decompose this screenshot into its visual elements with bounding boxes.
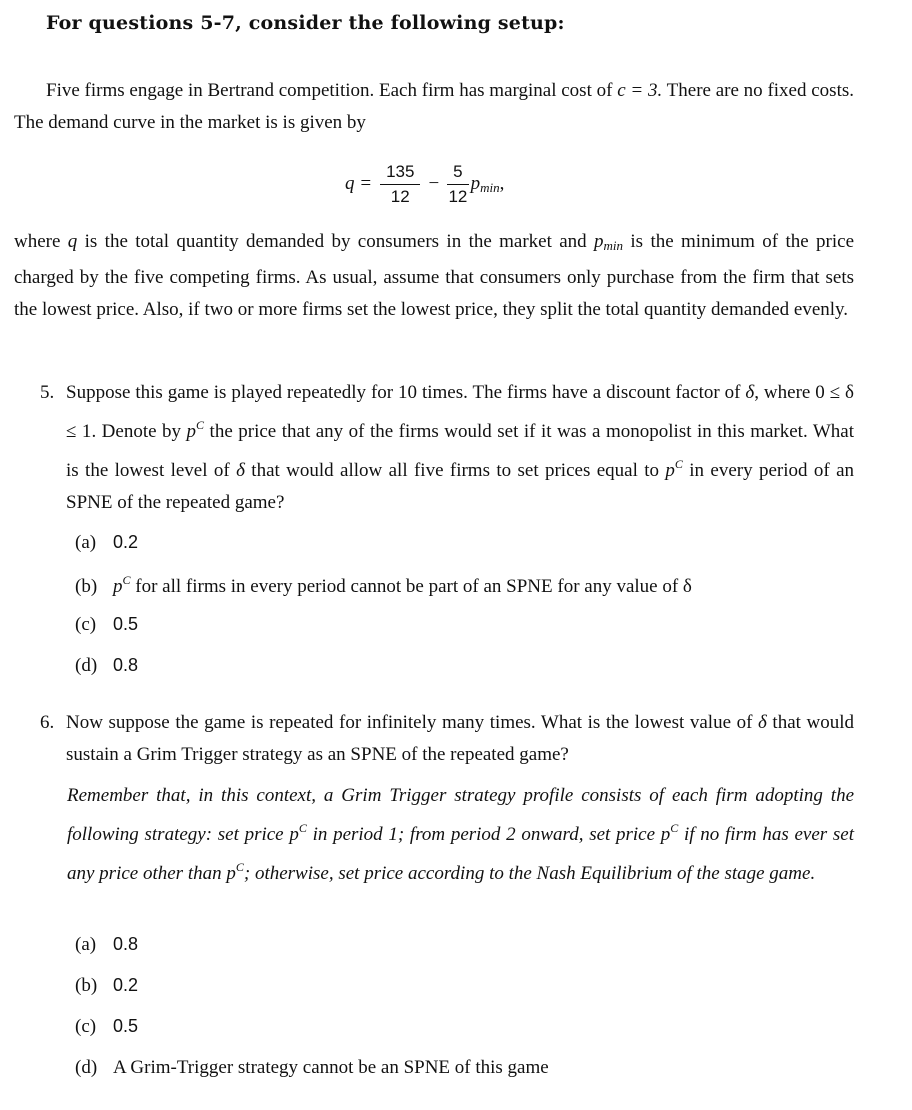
option-label: (c) <box>75 614 97 635</box>
setup-text-b: There are no fixed costs. The demand curve in the market is is given by <box>14 80 854 133</box>
option-value: 0.8 <box>113 934 139 954</box>
option-label: (b) <box>75 975 98 996</box>
q5-text: . Denote by <box>91 421 187 442</box>
para2-text: is the total quantity demanded by consumers in the market and <box>77 231 595 252</box>
fraction-135-12 <box>380 162 420 207</box>
option-label: (a) <box>75 532 97 553</box>
option-value: 0.8 <box>113 655 139 675</box>
q5-option-b[interactable] <box>75 573 692 598</box>
note-text: if no firm has ever set any price other than <box>67 824 854 884</box>
q5-option-d[interactable] <box>75 655 138 677</box>
q6-option-b[interactable] <box>75 975 138 997</box>
pc-symbol: p <box>289 824 299 845</box>
option-value: 0.2 <box>113 975 139 995</box>
formula-minus: − <box>428 173 440 194</box>
question-number: 5. <box>40 382 55 403</box>
note-text: ; otherwise, set price according to the Nash Equilibrium of the stage game. <box>243 863 816 884</box>
para2-text: is the minimum of the price charged by the five competing firms. As usual, assume that consumers only purchase from the firm that sets the lowest price. Also, if two or more firms set the lowest price, they split the total quantity demanded evenly. <box>14 231 854 320</box>
pc-symbol: p <box>665 460 675 481</box>
pc-symbol: p <box>186 421 197 442</box>
pc-superscript: C <box>235 860 244 874</box>
fraction-numerator: 5 <box>447 162 468 185</box>
q5-text: in every period of an SPNE of the repeated game? <box>66 460 855 513</box>
delta-symbol: δ <box>745 382 755 403</box>
question-5 <box>40 377 854 519</box>
fraction-numerator: 135 <box>380 162 420 185</box>
option-label: (a) <box>75 934 97 955</box>
q5-text: that would allow all five firms to set prices equal to <box>244 460 666 481</box>
pc-superscript: C <box>298 821 307 835</box>
delta-range: 0 ≤ δ ≤ 1 <box>66 382 854 442</box>
q5-text: , where <box>754 382 816 403</box>
grim-trigger-note <box>67 780 854 890</box>
question-body <box>40 377 854 519</box>
question-6 <box>40 707 854 771</box>
q5-text: Suppose this game is played repeatedly for 10 times. The firms have a discount factor of <box>66 382 746 403</box>
q5-option-a[interactable] <box>75 532 138 554</box>
note-text: Remember that, in this context, a Grim Trigger strategy profile consists of each firm adopting the following strategy: set price <box>67 785 854 845</box>
section-heading: For questions 5-7, consider the following setup: <box>46 12 565 34</box>
p-min-symbol: p <box>470 172 481 194</box>
fraction-denominator: 12 <box>390 186 410 206</box>
q6-text: that would sustain a Grim Trigger strategy as an SPNE of the repeated game? <box>66 712 854 765</box>
option-value: 0.5 <box>113 1016 139 1036</box>
definitions-paragraph <box>14 226 854 326</box>
cost-equation: c = 3. <box>617 80 663 101</box>
q6-option-d[interactable] <box>75 1057 549 1079</box>
option-label: (b) <box>75 576 98 597</box>
q-symbol: q <box>67 231 78 252</box>
pc-symbol: p <box>113 576 123 597</box>
p-min-subscript: min <box>480 179 500 195</box>
q5-option-c[interactable] <box>75 614 138 636</box>
formula-comma: , <box>499 172 505 194</box>
pc-superscript: C <box>196 418 205 432</box>
fraction-denominator: 12 <box>448 186 468 206</box>
q6-text: Now suppose the game is repeated for infinitely many times. What is the lowest value of <box>66 712 758 733</box>
q6-option-a[interactable] <box>75 934 138 956</box>
p-min-symbol: p <box>594 231 604 252</box>
question-number: 6. <box>40 712 55 733</box>
delta-symbol: δ <box>236 460 245 481</box>
q5-text: the price that any of the firms would set if it was a monopolist in this market. What is the lowest level of <box>66 421 855 481</box>
note-text: in period 1; from period 2 onward, set price <box>306 824 661 845</box>
pc-symbol: p <box>660 824 671 845</box>
para2-text: where <box>14 231 68 252</box>
question-body <box>40 707 854 771</box>
delta-symbol: δ <box>758 712 767 733</box>
pc-superscript: C <box>122 573 131 587</box>
pc-symbol: p <box>226 863 236 884</box>
q6-option-c[interactable] <box>75 1016 138 1038</box>
formula-lhs: q = <box>345 173 373 194</box>
demand-formula <box>345 156 504 212</box>
setup-text-a: Five firms engage in Bertrand competition. Each firm has marginal cost of <box>46 80 618 101</box>
fraction-5-12 <box>447 162 468 207</box>
option-value: 0.5 <box>113 614 139 634</box>
p-min-subscript: min <box>603 238 624 253</box>
option-value: 0.2 <box>113 532 139 552</box>
option-value: A Grim-Trigger strategy cannot be an SPNE of this game <box>113 1057 549 1078</box>
pc-superscript: C <box>670 821 679 835</box>
option-label: (d) <box>75 655 98 676</box>
setup-paragraph <box>14 75 854 139</box>
option-label: (d) <box>75 1057 98 1078</box>
option-label: (c) <box>75 1016 97 1037</box>
option-value: for all firms in every period cannot be part of an SPNE for any value of δ <box>130 576 692 597</box>
pc-superscript: C <box>674 457 683 471</box>
